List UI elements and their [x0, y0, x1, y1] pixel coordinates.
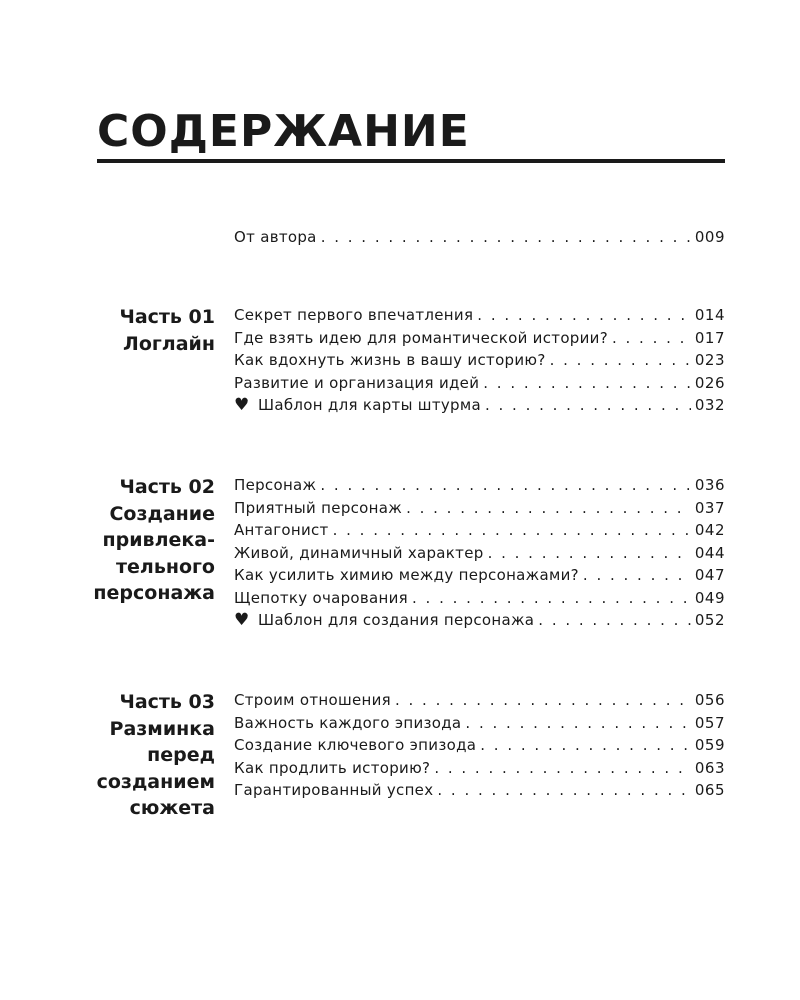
toc-entry[interactable]: [234, 497, 725, 520]
toc-entry-page: 037: [694, 498, 725, 517]
toc-entry-page: 026: [694, 373, 725, 392]
part-heading: [119, 304, 215, 357]
dot-leader: [395, 689, 691, 712]
toc-entry[interactable]: [234, 734, 725, 757]
dot-leader: [465, 712, 690, 735]
part-entries: [234, 474, 725, 632]
toc-entry-label: [234, 757, 434, 780]
toc-entry[interactable]: [234, 226, 725, 249]
toc-entry[interactable]: [234, 712, 725, 735]
toc-entry-page: 044: [694, 543, 725, 562]
toc-entry-page: 009: [694, 228, 725, 246]
part-entries: [234, 304, 725, 417]
part-name-line: сюжета: [129, 797, 215, 819]
dot-leader: [412, 587, 691, 610]
toc-entry-title: Где взять идею для романтической истории?: [234, 328, 608, 347]
toc-entry-page: 014: [694, 306, 725, 324]
toc-entry-title: Как усилить химию между персонажами?: [234, 566, 579, 584]
page-title: СОДЕРЖАНИЕ: [97, 106, 470, 157]
toc-entry-title: Гарантированный успех: [234, 781, 434, 799]
part-name-line: Разминка: [109, 717, 215, 740]
part-name-line: персонажа: [93, 582, 215, 604]
toc-entry-label: [234, 349, 550, 372]
toc-entry-label: [234, 304, 477, 327]
toc-entry-title: Развитие и организация идей: [234, 373, 480, 392]
dot-leader: [320, 474, 690, 497]
toc-entry[interactable]: [234, 779, 725, 802]
toc-entry-title: Создание ключевого эпизода: [234, 736, 477, 754]
dot-leader: [437, 779, 690, 802]
toc-entry-label: [234, 327, 612, 350]
toc-entry-label: [234, 474, 320, 497]
toc-entry[interactable]: [234, 327, 725, 350]
part-name-line: Логлайн: [123, 332, 215, 355]
part-name: [97, 716, 215, 822]
dot-leader: [406, 497, 691, 520]
toc-entry-label: [234, 712, 465, 735]
toc-entry-title: Щепотку очарования: [234, 588, 409, 607]
toc-entry-page: 042: [694, 521, 725, 539]
part-name-line: привлека-: [102, 529, 215, 551]
dot-leader: [483, 372, 691, 395]
toc-entry-label: [234, 609, 538, 632]
toc-entry-label: [234, 734, 480, 757]
toc-entry[interactable]: [234, 304, 725, 327]
dot-leader: [477, 304, 691, 327]
part-name-line: созданием: [96, 770, 215, 793]
toc-entry[interactable]: [234, 689, 725, 712]
toc-entry-page: 017: [694, 328, 725, 347]
toc-entry-title: Строим отношения: [234, 691, 391, 709]
toc-entry-title: Персонаж: [234, 476, 317, 494]
dot-leader: [321, 226, 691, 249]
toc-entry-title: От автора: [234, 228, 317, 246]
part-name: [119, 331, 215, 358]
intro-entries: [234, 226, 725, 249]
dot-leader: [333, 519, 691, 542]
toc-entry-page: 049: [694, 588, 725, 607]
toc-entry-page: 063: [694, 758, 725, 777]
part-name-line: тельного: [116, 555, 215, 578]
dot-leader: [485, 394, 691, 417]
toc-entry-label: [234, 542, 488, 565]
part-number: Часть 01: [119, 306, 215, 328]
toc-entry-page: 036: [694, 476, 725, 494]
toc-entry[interactable]: [234, 394, 725, 417]
toc-entry[interactable]: [234, 564, 725, 587]
toc-entry-title: Шаблон для создания персонажа: [258, 611, 535, 629]
title-underline: [97, 159, 725, 163]
toc-entry-title: Как вдохнуть жизнь в вашу историю?: [234, 351, 546, 369]
toc-entry-page: 052: [694, 611, 725, 629]
dot-leader: [583, 564, 691, 587]
toc-entry-label: [234, 226, 321, 249]
toc-entry-page: 065: [694, 781, 725, 799]
dot-leader: [488, 542, 691, 565]
toc-entry-title: Антагонист: [234, 521, 329, 539]
toc-entry[interactable]: [234, 587, 725, 610]
dot-leader: [612, 327, 691, 350]
toc-entry[interactable]: [234, 474, 725, 497]
dot-leader: [538, 609, 691, 632]
toc-entry-title: Шаблон для карты штурма: [258, 396, 481, 414]
toc-entry-title: Секрет первого впечатления: [234, 306, 474, 324]
toc-entry-page: 047: [694, 566, 725, 584]
part-number: Часть 02: [119, 476, 215, 498]
toc-entry[interactable]: [234, 609, 725, 632]
toc-entry[interactable]: [234, 757, 725, 780]
toc-entry-page: 032: [694, 396, 725, 414]
toc-entry-page: 057: [694, 713, 725, 732]
heart-icon: ♥: [234, 395, 250, 415]
toc-entry-label: [234, 372, 483, 395]
toc-entry-title: Живой, динамичный характер: [234, 543, 484, 562]
toc-entry[interactable]: [234, 349, 725, 372]
toc-entry-label: [234, 689, 395, 712]
toc-entry-label: [234, 497, 406, 520]
toc-entry[interactable]: [234, 542, 725, 565]
toc-entry-title: Важность каждого эпизода: [234, 713, 462, 732]
toc-entry-title: Как продлить историю?: [234, 758, 431, 777]
part-entries: [234, 689, 725, 802]
part-name-line: Создание: [109, 502, 215, 525]
toc-entry[interactable]: [234, 372, 725, 395]
part-name: [93, 501, 215, 607]
part-name-line: перед: [147, 744, 215, 766]
part-heading: [97, 689, 215, 822]
dot-leader: [550, 349, 691, 372]
dot-leader: [434, 757, 691, 780]
toc-entry-label: [234, 519, 333, 542]
part-number: Часть 03: [119, 691, 215, 713]
toc-entry-label: [234, 779, 437, 802]
toc-entry-label: [234, 587, 412, 610]
toc-entry-page: 056: [694, 691, 725, 709]
toc-entry-page: 023: [694, 351, 725, 369]
toc-entry-label: [234, 394, 485, 417]
part-heading: [93, 474, 215, 607]
toc-entry-label: [234, 564, 583, 587]
toc-entry-title: Приятный персонаж: [234, 498, 403, 517]
heart-icon: ♥: [234, 610, 250, 630]
toc-entry[interactable]: [234, 519, 725, 542]
dot-leader: [480, 734, 691, 757]
toc-entry-page: 059: [694, 736, 725, 754]
